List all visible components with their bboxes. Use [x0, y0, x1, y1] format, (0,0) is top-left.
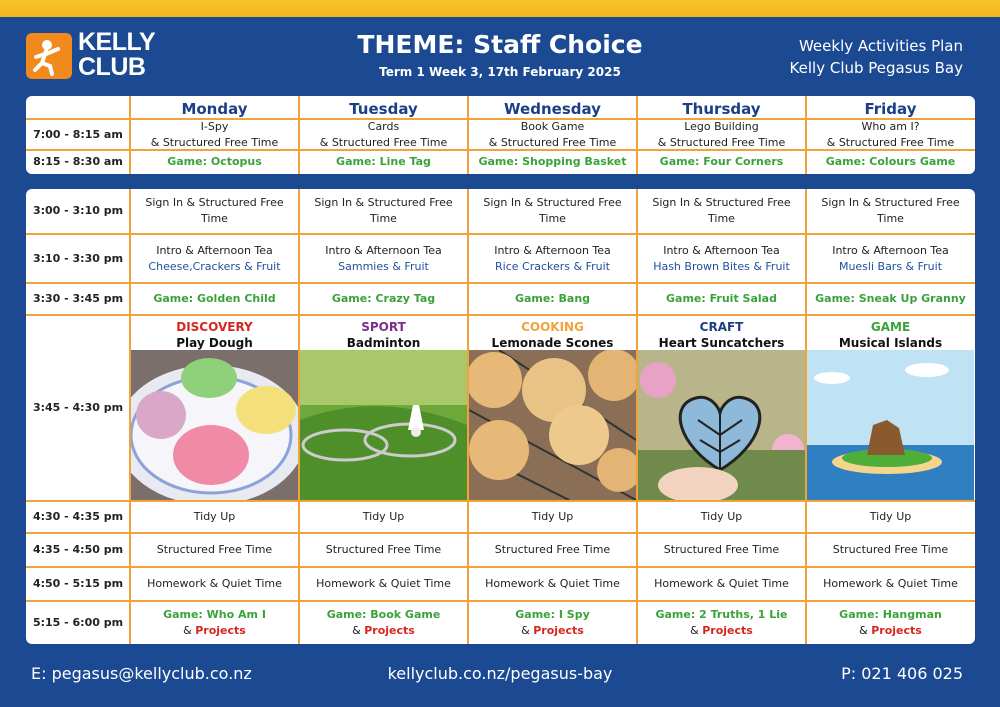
running-child-icon: [26, 33, 72, 79]
activity-name: Heart Suncatchers: [658, 336, 785, 350]
activity-cell: [806, 534, 975, 566]
activity-cell: [130, 120, 299, 150]
game-label: Game: Who Am I: [163, 608, 266, 621]
kelly-club-logo: [26, 30, 156, 82]
activity-line: Structured Free Time: [494, 543, 611, 556]
activity-line: Structured Free Time: [663, 543, 780, 556]
activity-cell: [299, 568, 468, 600]
game-label: Game: Shopping Basket: [478, 155, 627, 168]
time-slot: 8:15 - 8:30 am: [33, 155, 123, 168]
activity-category: GAME: [870, 320, 911, 334]
day-header-friday: Friday: [864, 100, 917, 118]
activity-cell: [806, 120, 975, 150]
activity-cell: [468, 534, 637, 566]
time-slot: 3:30 - 3:45 pm: [32, 292, 124, 305]
column-divider: [467, 96, 469, 174]
activity-category: DISCOVERY: [176, 320, 253, 334]
activity-line: Who am I?: [861, 120, 920, 133]
activity-line: & Structured Free Time: [826, 136, 955, 149]
ampersand: &: [690, 624, 703, 637]
row-divider: [26, 118, 975, 120]
activity-cell: [637, 189, 806, 233]
activity-cell: [806, 568, 975, 600]
activity-line: Intro & Afternoon Tea: [325, 243, 442, 257]
activity-line: Tidy Up: [193, 510, 236, 523]
projects-line: [690, 623, 753, 639]
game-label: Game: Sneak Up Granny: [815, 292, 966, 305]
suncatcher-photo: [638, 350, 805, 500]
projects-line: [859, 623, 922, 639]
ampersand: &: [183, 624, 196, 637]
page-title: THEME: Staff Choice: [357, 30, 643, 59]
activity-scones: [468, 316, 637, 350]
scones-photo: [469, 350, 636, 500]
day-header-tuesday: Tuesday: [349, 100, 418, 118]
projects-label: Projects: [871, 624, 922, 637]
game-label: Game: 2 Truths, 1 Lie: [655, 608, 788, 621]
game-label: Game: I Spy: [515, 608, 590, 621]
activity-cell: [468, 235, 637, 282]
activity-cell: [130, 189, 299, 233]
game-label: Game: Crazy Tag: [331, 292, 436, 305]
activity-suncatcher: [637, 316, 806, 350]
time-slot: 4:30 - 4:35 pm: [32, 510, 124, 523]
activity-cell: [299, 502, 468, 532]
activity-cell: [806, 151, 975, 173]
projects-line: [352, 623, 415, 639]
time-slot: 7:00 - 8:15 am: [33, 128, 123, 141]
activity-line: Structured Free Time: [156, 543, 273, 556]
column-divider: [636, 189, 638, 644]
activity-line: Intro & Afternoon Tea: [156, 243, 273, 257]
time-slot: 5:15 - 6:00 pm: [32, 616, 124, 629]
activity-name: Lemonade Scones: [491, 336, 614, 350]
projects-line: [183, 623, 246, 639]
game-label: Game: Bang: [514, 292, 591, 305]
activity-category: SPORT: [361, 320, 406, 334]
time-slot: 3:00 - 3:10 pm: [32, 204, 124, 217]
activity-cell: [468, 284, 637, 314]
game-label: Game: Line Tag: [336, 155, 431, 168]
column-divider: [805, 96, 807, 174]
activity-cell: [637, 120, 806, 150]
game-label: Game: Fruit Salad: [666, 292, 777, 305]
activity-cell: [468, 502, 637, 532]
day-header-wednesday: Wednesday: [504, 100, 601, 118]
activity-line: Homework & Quiet Time: [823, 577, 958, 590]
activity-cell: [299, 189, 468, 233]
projects-label: Projects: [195, 624, 246, 637]
activity-category: CRAFT: [699, 320, 744, 334]
ampersand: &: [521, 624, 534, 637]
activity-cell: [299, 284, 468, 314]
activity-line: Sign In & Structured Free Time: [652, 196, 791, 225]
logo-wordmark: KELLY CLUB: [78, 28, 156, 81]
activity-island: [806, 316, 975, 350]
activity-line: & Structured Free Time: [657, 136, 786, 149]
game-label: Game: Golden Child: [153, 292, 276, 305]
game-label: Game: Colours Game: [825, 155, 956, 168]
activity-cell: [806, 235, 975, 282]
page-subtitle: Term 1 Week 3, 17th February 2025: [379, 65, 621, 79]
play-dough-photo: [131, 350, 298, 500]
footer-website[interactable]: kellyclub.co.nz/pegasus-bay: [387, 664, 613, 683]
game-label: Game: Octopus: [167, 155, 262, 168]
activity-name: Musical Islands: [838, 336, 943, 350]
activity-line: Tidy Up: [531, 510, 574, 523]
activity-cell: [299, 534, 468, 566]
activity-cell: [468, 189, 637, 233]
plan-type: Weekly Activities Plan: [798, 37, 963, 55]
activity-cell: [637, 235, 806, 282]
activity-cell: [637, 534, 806, 566]
column-divider: [298, 189, 300, 644]
afternoon-tea-food: Muesli Bars & Fruit: [838, 259, 943, 273]
activity-cell: [130, 284, 299, 314]
afternoon-schedule: [26, 189, 975, 644]
activity-cell: [299, 602, 468, 644]
activity-category: COOKING: [521, 320, 584, 334]
activity-line: Tidy Up: [700, 510, 743, 523]
game-label: Game: Four Corners: [659, 155, 784, 168]
activity-line: Structured Free Time: [325, 543, 442, 556]
activity-line: Structured Free Time: [832, 543, 949, 556]
time-slot: 3:10 - 3:30 pm: [32, 251, 124, 265]
activity-cell: [130, 502, 299, 532]
activity-line: I-Spy: [200, 120, 229, 133]
projects-label: Projects: [364, 624, 415, 637]
activity-line: Book Game: [520, 120, 585, 133]
activity-cell: [806, 502, 975, 532]
activity-cell: [637, 151, 806, 173]
activity-cell: [299, 151, 468, 173]
activity-cell: [468, 120, 637, 150]
game-label: Game: Book Game: [326, 608, 441, 621]
activity-cell: [806, 284, 975, 314]
activity-line: Sign In & Structured Free Time: [145, 196, 284, 225]
activity-cell: [468, 602, 637, 644]
activity-line: & Structured Free Time: [319, 136, 448, 149]
column-divider: [298, 96, 300, 174]
activity-line: Homework & Quiet Time: [654, 577, 789, 590]
activity-cell: [299, 120, 468, 150]
activity-cell: [130, 534, 299, 566]
activity-cell: [637, 502, 806, 532]
activity-cell: [468, 151, 637, 173]
column-divider: [805, 189, 807, 644]
activity-cell: [130, 235, 299, 282]
activity-line: & Structured Free Time: [488, 136, 617, 149]
projects-label: Projects: [533, 624, 584, 637]
activity-cell: [130, 602, 299, 644]
activity-line: Sign In & Structured Free Time: [483, 196, 622, 225]
afternoon-tea-food: Sammies & Fruit: [338, 259, 429, 273]
activity-cell: [130, 151, 299, 173]
activity-cell: [468, 568, 637, 600]
afternoon-tea-food: Rice Crackers & Fruit: [495, 259, 610, 273]
activity-name: Badminton: [346, 336, 421, 350]
footer-email[interactable]: E: pegasus@kellyclub.co.nz: [31, 664, 252, 683]
activity-cell: [637, 602, 806, 644]
footer-phone[interactable]: P: 021 406 025: [841, 664, 963, 683]
activity-play-dough: [130, 316, 299, 350]
ampersand: &: [859, 624, 872, 637]
row-divider: [26, 149, 975, 151]
activity-line: Homework & Quiet Time: [147, 577, 282, 590]
activity-line: Intro & Afternoon Tea: [832, 243, 949, 257]
time-slot: 4:50 - 5:15 pm: [32, 577, 124, 590]
game-label: Game: Hangman: [839, 608, 942, 621]
day-header-monday: Monday: [181, 100, 248, 118]
column-divider: [129, 189, 131, 644]
afternoon-tea-food: Hash Brown Bites & Fruit: [653, 259, 790, 273]
activity-line: Tidy Up: [869, 510, 912, 523]
afternoon-tea-food: Cheese,Crackers & Fruit: [148, 259, 281, 273]
activity-line: Cards: [367, 120, 400, 133]
activity-name: Play Dough: [176, 336, 253, 350]
activity-cell: [637, 568, 806, 600]
activity-line: Intro & Afternoon Tea: [663, 243, 780, 257]
column-divider: [467, 189, 469, 644]
day-header-thursday: Thursday: [682, 100, 761, 118]
time-slot: 4:35 - 4:50 pm: [32, 543, 124, 556]
activity-cell: [637, 284, 806, 314]
activity-line: Lego Building: [684, 120, 759, 133]
column-divider: [129, 96, 131, 174]
badminton-photo: [300, 350, 467, 500]
activity-badminton: [299, 316, 468, 350]
morning-schedule: [26, 96, 975, 174]
projects-label: Projects: [702, 624, 753, 637]
projects-line: [521, 623, 584, 639]
plan-info: [790, 35, 963, 79]
column-divider: [636, 96, 638, 174]
plan-location: Kelly Club Pegasus Bay: [789, 59, 963, 77]
activity-line: & Structured Free Time: [150, 136, 279, 149]
activity-line: Tidy Up: [362, 510, 405, 523]
island-photo: [807, 350, 974, 500]
activity-line: Homework & Quiet Time: [316, 577, 451, 590]
top-accent-bar: [0, 0, 1000, 17]
activity-cell: [806, 602, 975, 644]
activity-line: Sign In & Structured Free Time: [314, 196, 453, 225]
activity-line: Sign In & Structured Free Time: [821, 196, 960, 225]
activity-line: Homework & Quiet Time: [485, 577, 620, 590]
activity-cell: [130, 568, 299, 600]
ampersand: &: [352, 624, 365, 637]
activity-cell: [806, 189, 975, 233]
activity-cell: [299, 235, 468, 282]
activity-line: Intro & Afternoon Tea: [494, 243, 611, 257]
time-slot: 3:45 - 4:30 pm: [32, 401, 124, 414]
